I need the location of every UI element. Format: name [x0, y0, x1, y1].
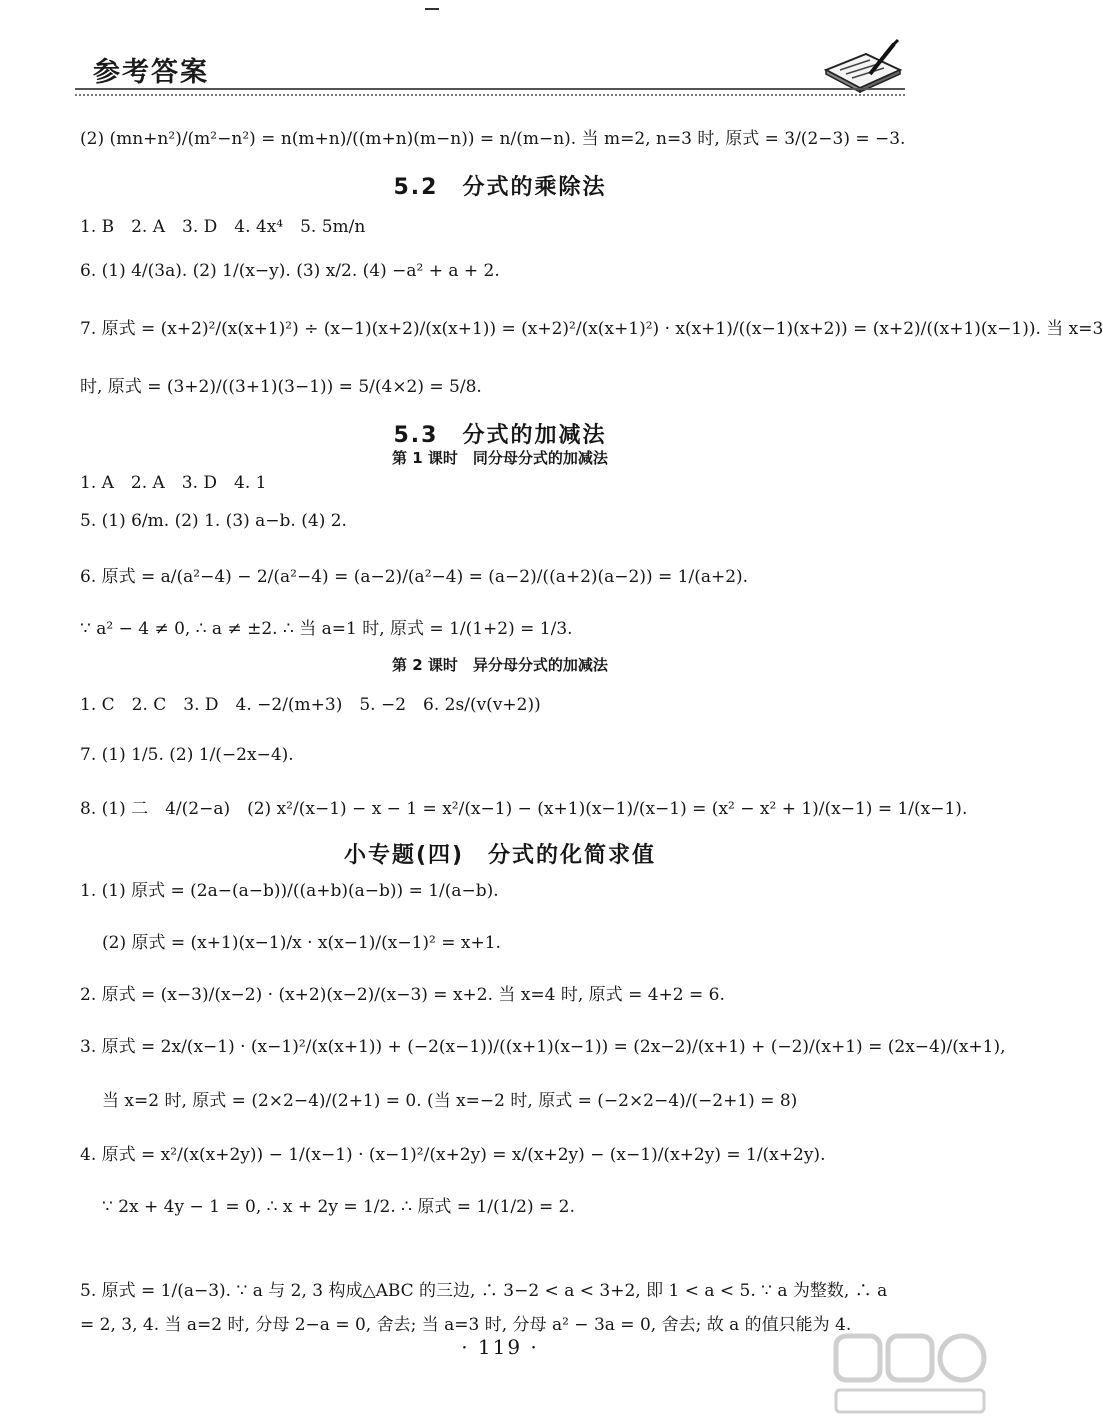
header-title: 参考答案	[93, 57, 209, 88]
answer-line: ∵ a² − 4 ≠ 0, ∴ a ≠ ±2. ∴ 当 a=1 时, 原式 = 1/(1+2) = 1/3.	[80, 619, 573, 639]
section-title-5-2: 5.2 分式的乘除法	[393, 175, 607, 200]
answer-line: 1. (1) 原式 = (2a−(a−b))/((a+b)(a−b)) = 1/(a−b).	[80, 881, 499, 901]
answer-line: 1. A 2. A 3. D 4. 1	[80, 473, 267, 493]
lesson-title-2: 第 2 课时 异分母分式的加减法	[392, 656, 608, 674]
answer-line: ∵ 2x + 4y − 1 = 0, ∴ x + 2y = 1/2. ∴ 原式 = 1/(1/2) = 2.	[102, 1197, 575, 1217]
answer-line: 3. 原式 = 2x/(x−1) · (x−1)²/(x(x+1)) + (−2(x−1))/((x+1)(x−1)) = (2x−2)/(x+1) + (−2)/(x+1) = (2x−4)/(x+1),	[80, 1037, 1006, 1057]
notebook-pen-icon	[820, 40, 906, 92]
answer-line: = 2, 3, 4. 当 a=2 时, 分母 2−a = 0, 舍去; 当 a=3 时, 分母 a² − 3a = 0, 舍去; 故 a 的值只能为 4.	[80, 1315, 852, 1335]
answer-line: 7. (1) 1/5. (2) 1/(−2x−4).	[80, 745, 294, 765]
lesson-title-1: 第 1 课时 同分母分式的加减法	[392, 449, 608, 467]
answer-line: 1. B 2. A 3. D 4. 4x⁴ 5. 5m/n	[80, 217, 366, 237]
answer-stamp-watermark-icon	[830, 1330, 990, 1418]
answer-line: (2) (mn+n²)/(m²−n²) = n(m+n)/((m+n)(m−n)) = n/(m−n). 当 m=2, n=3 时, 原式 = 3/(2−3) = −3.	[80, 129, 906, 149]
page-header	[75, 40, 905, 96]
answer-line: 6. 原式 = a/(a²−4) − 2/(a²−4) = (a−2)/(a²−4) = (a−2)/((a+2)(a−2)) = 1/(a+2).	[80, 567, 749, 587]
answer-line: 7. 原式 = (x+2)²/(x(x+1)²) ÷ (x−1)(x+2)/(x(x+1)) = (x+2)²/(x(x+1)²) · x(x+1)/((x−1)(x+2)) = (x+2)/((x+1)(x−1)). 当 x=3	[80, 319, 1103, 339]
answer-line: 5. 原式 = 1/(a−3). ∵ a 与 2, 3 构成△ABC 的三边, ∴ 3−2 < a < 3+2, 即 1 < a < 5. ∵ a 为整数, ∴ a	[80, 1281, 888, 1301]
answer-line: 8. (1) 二 4/(2−a) (2) x²/(x−1) − x − 1 = x²/(x−1) − (x+1)(x−1)/(x−1) = (x² − x² + 1)/(x−1) = 1/(x−1).	[80, 799, 968, 819]
answer-line: (2) 原式 = (x+1)(x−1)/x · x(x−1)/(x−1)² = x+1.	[102, 933, 501, 953]
top-dash	[425, 8, 439, 10]
answer-line: 4. 原式 = x²/(x(x+2y)) − 1/(x−1) · (x−1)²/(x+2y) = x/(x+2y) − (x−1)/(x+2y) = 1/(x+2y).	[80, 1145, 826, 1165]
answer-line: 2. 原式 = (x−3)/(x−2) · (x+2)(x−2)/(x−3) = x+2. 当 x=4 时, 原式 = 4+2 = 6.	[80, 985, 725, 1005]
answer-line: 时, 原式 = (3+2)/((3+1)(3−1)) = 5/(4×2) = 5/8.	[80, 377, 482, 397]
answer-line: 1. C 2. C 3. D 4. −2/(m+3) 5. −2 6. 2s/(v(v+2))	[80, 695, 541, 715]
header-rule	[75, 88, 905, 96]
answer-line: 6. (1) 4/(3a). (2) 1/(x−y). (3) x/2. (4) −a² + a + 2.	[80, 261, 500, 281]
section-title-5-3: 5.3 分式的加减法	[393, 423, 607, 448]
topic-title-4: 小专题(四) 分式的化简求值	[343, 843, 657, 868]
answer-line: 5. (1) 6/m. (2) 1. (3) a−b. (4) 2.	[80, 511, 347, 531]
page-number: · 119 ·	[461, 1335, 539, 1359]
answer-line: 当 x=2 时, 原式 = (2×2−4)/(2+1) = 0. (当 x=−2 时, 原式 = (−2×2−4)/(−2+1) = 8)	[102, 1091, 798, 1111]
